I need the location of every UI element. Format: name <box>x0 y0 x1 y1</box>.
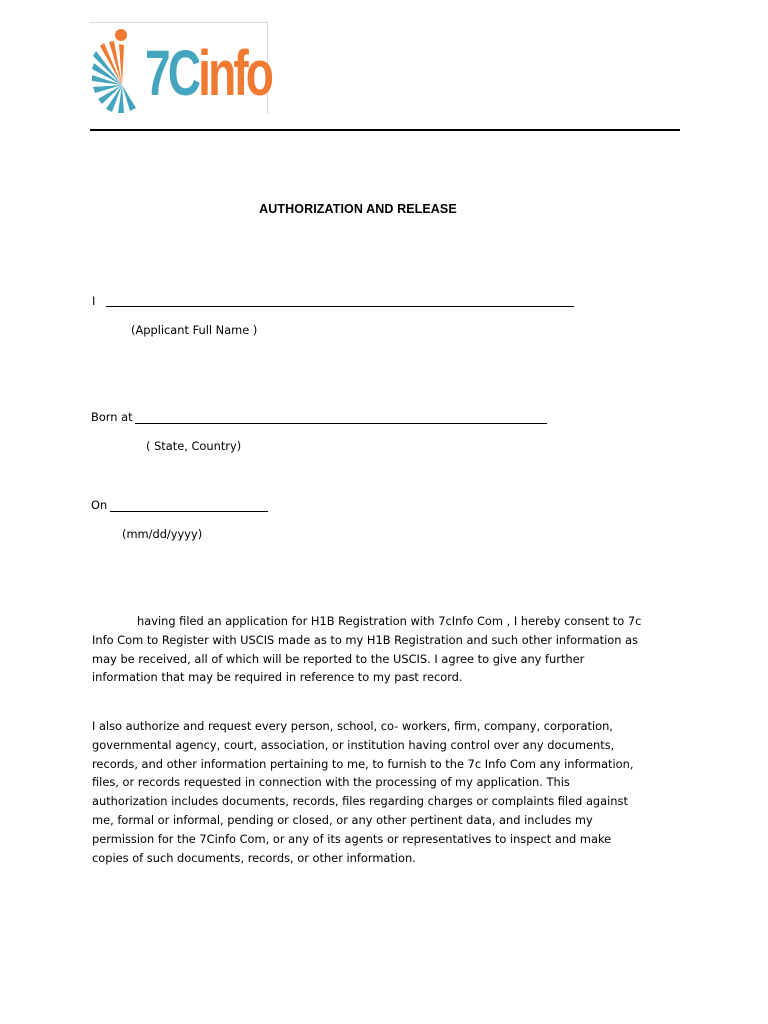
authorization-line: authorization includes documents, records, files regarding charges or complaints filed against <box>92 794 628 809</box>
company-logo <box>90 22 272 114</box>
name-field-label: I <box>92 294 96 308</box>
date-field-line[interactable] <box>110 511 268 512</box>
authorization-line: me, formal or informal, pending or closed, or any other pertinent data, and includes my <box>92 812 593 827</box>
logo-wordmark-7c: 7C <box>145 37 199 109</box>
authorization-line: files, or records requested in connection with the processing of my application. This <box>92 775 570 790</box>
logo-wordmark-info: info <box>198 37 272 109</box>
header-divider <box>90 129 680 131</box>
consent-paragraph <box>92 612 652 687</box>
date-field-label: On <box>91 498 108 512</box>
authorization-line: governmental agency, court, association, or institution having control over any documents, <box>92 737 615 752</box>
authorization-line: permission for the 7Cinfo Com, or any of its agents or representatives to inspect and make <box>92 831 612 846</box>
logo-burst-icon <box>90 23 150 115</box>
document-title: AUTHORIZATION AND RELEASE <box>259 202 457 216</box>
name-field-line[interactable] <box>106 306 574 307</box>
authorization-paragraph <box>92 717 652 867</box>
consent-line: may be received, all of which will be reported to the USCIS. I agree to give any further <box>92 651 585 666</box>
authorization-line: I also authorize and request every person, school, co- workers, firm, company, corporation, <box>92 719 613 733</box>
consent-line: information that may be required in reference to my past record. <box>92 670 463 685</box>
date-field-hint: (mm/dd/yyyy) <box>122 527 203 541</box>
birthplace-field-label: Born at <box>91 410 133 424</box>
authorization-line: records, and other information pertaining to me, to furnish to the 7c Info Com any information, <box>92 756 634 771</box>
birthplace-field-line[interactable] <box>135 423 547 424</box>
authorization-line: copies of such documents, records, or other information. <box>92 850 416 865</box>
name-field-hint: (Applicant Full Name ) <box>131 323 258 337</box>
birthplace-field-hint: ( State, Country) <box>146 439 242 453</box>
consent-line: Info Com to Register with USCIS made as to my H1B Registration and such other information as <box>92 632 638 647</box>
consent-line: having filed an application for H1B Registration with 7cInfo Com , I hereby consent to 7c <box>137 614 642 628</box>
logo-wordmark <box>145 33 271 113</box>
